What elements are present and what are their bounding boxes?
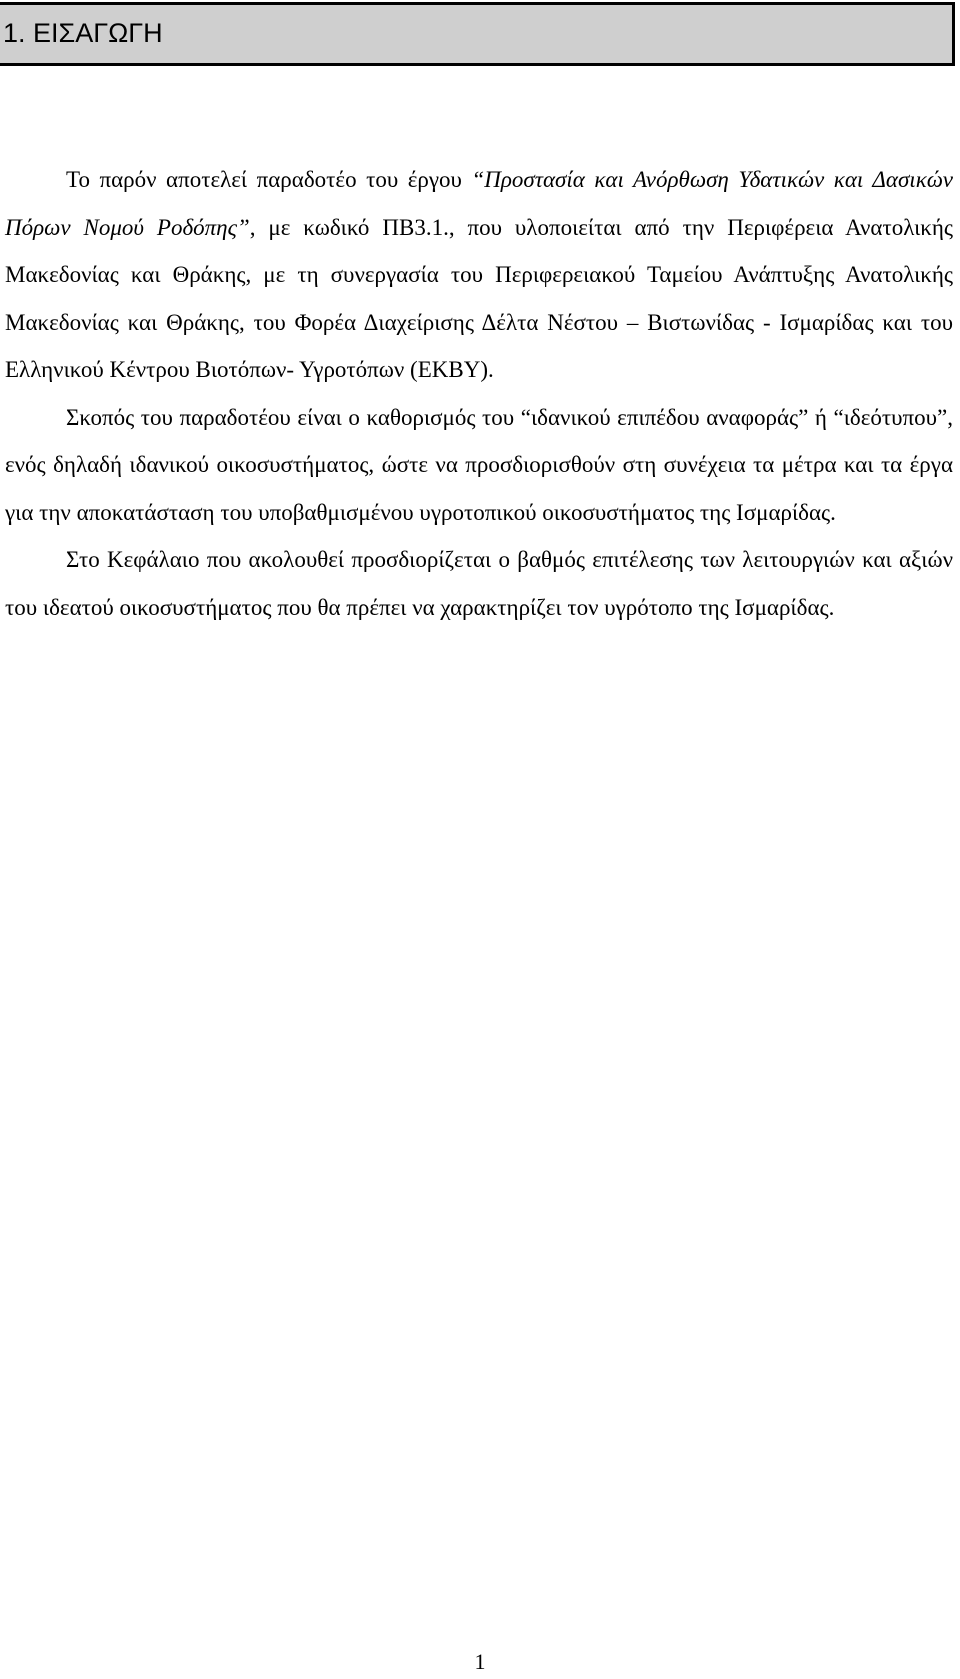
paragraph-purpose: Σκοπός του παραδοτέου είναι ο καθορισμός του “ιδανικού επιπέδου αναφοράς” ή “ιδεότυπου”, ενός δηλαδή ιδανικού οικοσυστήματος, ώστε να προσδιορισθούν στη συνέχεια τα μέτρα και τα έργα για την αποκατάσταση του υποβαθμισμένου υγροτοπικού οικοσυστήματος της Ισμαρίδας. xyxy=(5,404,953,525)
paragraph-chapter: Στο Κεφάλαιο που ακολουθεί προσδιορίζεται ο βαθμός επιτέλεσης των λειτουργιών και αξιών του ιδεατού οικοσυστήματος που θα πρέπει να χαρακτηρίζει τον υγρότοπο της Ισμαρίδας. xyxy=(5,547,953,620)
paragraph-intro xyxy=(5,156,953,394)
page-number: 1 xyxy=(474,1649,486,1674)
project-title: “Προστασία και Ανόρθωση Υδατικών και Δασικών Πόρων Νομού Ροδόπης” xyxy=(5,167,953,240)
paragraph-intro-rest: , με κωδικό ΠΒ3.1., που υλοποιείται από την Περιφέρεια Ανατολικής Μακεδονίας και Θράκης, με τη συνεργασία του Περιφερειακού Ταμείου Ανάπτυξης Ανατολικής Μακεδονίας και Θράκης, του Φορέα Διαχείρισης Δέλτα Νέστου – Βιστωνίδας - Ισμαρίδας και του Ελληνικού Κέντρου Βιοτόπων- Υγροτόπων (ΕΚΒΥ). xyxy=(5,214,953,382)
section-heading: 1. ΕΙΣΑΓΩΓΗ xyxy=(3,18,163,48)
section-heading-bar xyxy=(0,2,955,66)
document-body xyxy=(5,156,953,631)
paragraph-intro-lead: Το παρόν αποτελεί παραδοτέο του έργου xyxy=(66,167,472,192)
